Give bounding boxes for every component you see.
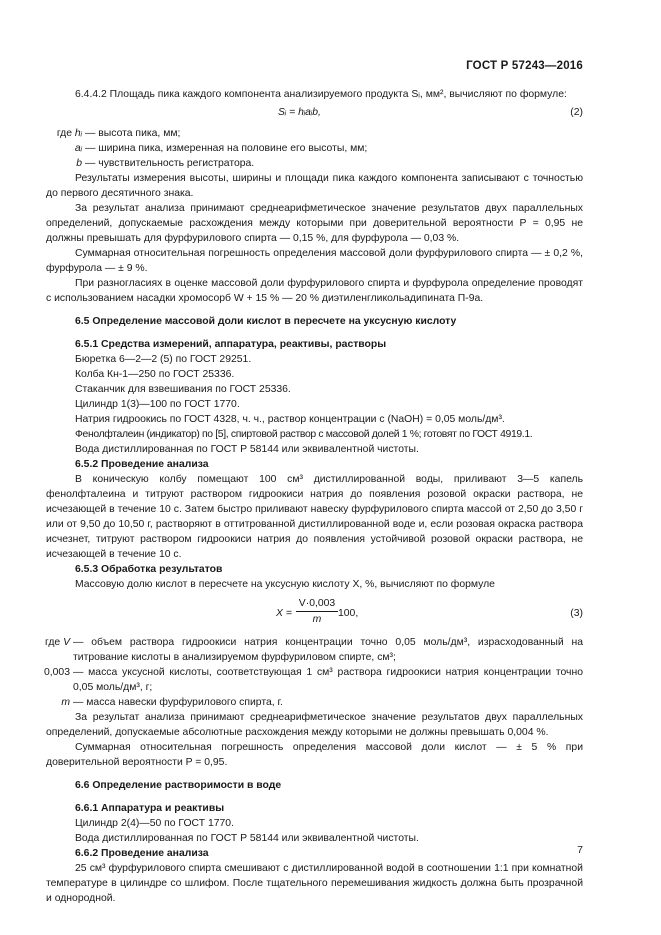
paragraph: При разногласиях в оценке массовой доли фурфурилового спирта и фурфурола определение проводят с использованием насадки хромосорб W + 15 % — 20 % диэтиленгликольадипината П-9а. [46, 278, 583, 304]
section-6-5-heading: 6.5 Определение массовой доли кислот в пересчете на уксусную кислоту [75, 316, 457, 327]
list-item: Вода дистиллированная по ГОСТ Р 58144 или эквивалентной чистоты. [75, 833, 419, 844]
definition-where-label: где hᵢ [56, 128, 82, 139]
list-item: Цилиндр 1(3)—100 по ГОСТ 1770. [75, 399, 240, 410]
section-6-5-1-heading: 6.5.1 Средства измерений, аппаратура, реактивы, растворы [75, 339, 387, 350]
list-item: Вода дистиллированная по ГОСТ Р 58144 или эквивалентной чистоты. [75, 444, 419, 455]
definition-text: — высота пика, мм; [85, 128, 181, 139]
definition-row [46, 156, 583, 171]
formula-3-denominator: m [312, 614, 322, 625]
definitions-formula-2 [46, 126, 583, 171]
definitions-formula-3 [0, 635, 583, 710]
paragraph: Массовую долю кислот в пересчете на уксусную кислоту X, %, вычисляют по формуле [75, 579, 495, 590]
definition-text: — чувствительность регистратора. [85, 158, 255, 169]
formula-3-fraction [296, 596, 338, 627]
page-content [43, 87, 583, 906]
list-item: Цилиндр 2(4)—50 по ГОСТ 1770. [75, 818, 234, 829]
definition-text: — масса навески фурфурилового спирта, г. [73, 697, 283, 708]
definition-symbol: b [76, 158, 82, 169]
definition-symbol: m [61, 697, 70, 708]
definition-symbol: aᵢ [74, 143, 82, 154]
list-item: Бюретка 6—2—2 (5) по ГОСТ 29251. [75, 354, 252, 365]
formula-3 [46, 596, 583, 630]
formula-3-lhs: X = [276, 608, 292, 619]
formula-3-rest: 100, [338, 608, 359, 619]
definition-row [46, 126, 583, 141]
paragraph: За результат анализа принимают среднеарифметическое значение результатов двух параллельных определений, допускаемые абсолютные расхождения между которыми не должны превышать 0,004 %. [46, 712, 583, 738]
list-item: Фенолфталеин (индикатор) по [5], спиртовой раствор с массовой долей 1 %; готовят по ГОСТ 4919.1. [75, 429, 533, 440]
paragraph: 25 см³ фурфурилового спирта смешивают с дистиллированной водой в соотношении 1:1 при комнатной температуре в цилиндре со шлифом. После тщательного перемешивания жидкость должна быть прозрачной и однородной. [46, 863, 583, 904]
paragraph: Суммарная относительная погрешность определения массовой доли фурфурилового спирта — ± 0,2 %, фурфурола — ± 9 %. [46, 248, 583, 274]
section-6-5-2-heading: 6.5.2 Проведение анализа [75, 459, 209, 470]
paragraph: Суммарная относительная погрешность определения массовой доли кислот — ± 5 % при доверительной вероятности P = 0,95. [46, 742, 583, 768]
definition-text: — ширина пика, измеренная на половине его высоты, мм; [85, 143, 368, 154]
formula-3-number: (3) [570, 608, 583, 619]
paragraph-6-4-4-2: 6.4.4.2 Площадь пика каждого компонента анализируемого продукта Sᵢ, мм², вычисляют по формуле: [75, 89, 567, 100]
section-6-6-heading: 6.6 Определение растворимости в воде [75, 780, 282, 791]
list-item: Стаканчик для взвешивания по ГОСТ 25336. [75, 384, 291, 395]
definition-row [0, 665, 583, 695]
formula-2 [46, 105, 583, 123]
definition-text: — масса уксусной кислоты, соответствующая 1 см³ раствора гидроокиси натрия концентрации точно 0,05 моль/дм³, г; [73, 667, 583, 693]
definition-symbol: 0,003 [43, 667, 70, 678]
definition-where-label: где V [45, 637, 70, 648]
definition-row [46, 141, 583, 156]
paragraph: Результаты измерения высоты, ширины и площади пика каждого компонента записывают с точностью до первого десятичного знака. [46, 173, 583, 199]
formula-3-numerator: V·0,003 [296, 596, 338, 612]
list-item: Колба Кн-1—250 по ГОСТ 25336. [75, 369, 235, 380]
section-6-6-2-heading: 6.6.2 Проведение анализа [75, 848, 209, 859]
list-item: Натрия гидроокись по ГОСТ 4328, ч. ч., раствор концентрации c (NaOH) = 0,05 моль/дм³. [75, 414, 505, 425]
section-6-5-3-heading: 6.5.3 Обработка результатов [75, 564, 223, 575]
definition-text: — объем раствора гидроокиси натрия концентрации точно 0,05 моль/дм³, израсходованный на титрование кислоты в анализируемом фурфуриловом спирте, см³; [73, 637, 583, 663]
standard-header: ГОСТ Р 57243—2016 [466, 60, 583, 72]
formula-2-number: (2) [570, 107, 583, 118]
formula-2-expression: Sᵢ = hᵢaᵢb, [278, 107, 321, 118]
definition-row [0, 635, 583, 665]
paragraph: За результат анализа принимают среднеарифметическое значение результатов двух параллельных определений, допускаемые расхождения между которыми при доверительной вероятности P = 0,95 не должны превышать для фурфурилового спирта — 0,15 %, для фурфурола — 0,03 %. [46, 203, 583, 244]
definition-row [0, 695, 583, 710]
section-6-6-1-heading: 6.6.1 Аппаратура и реактивы [75, 803, 225, 814]
page-number: 7 [577, 844, 583, 856]
paragraph: В коническую колбу помещают 100 см³ дистиллированной воды, приливают 3—5 капель фенолфталеина и титруют раствором гидроокиси натрия до появления розовой окраски раствора, не исчезающей в течение 10 с. Затем быстро приливают навеску фурфурилового спирта массой от 2,50 до 3,50 г или от 9,50 до 10,50 г, растворяют в оттитрованной дистиллированной воде и, если розовая окраска раствора исчезнет, титруют раствором гидроокиси натрия до появления устойчивой розовой окраски раствора, не исчезающей в течение 10 с. [46, 474, 583, 560]
